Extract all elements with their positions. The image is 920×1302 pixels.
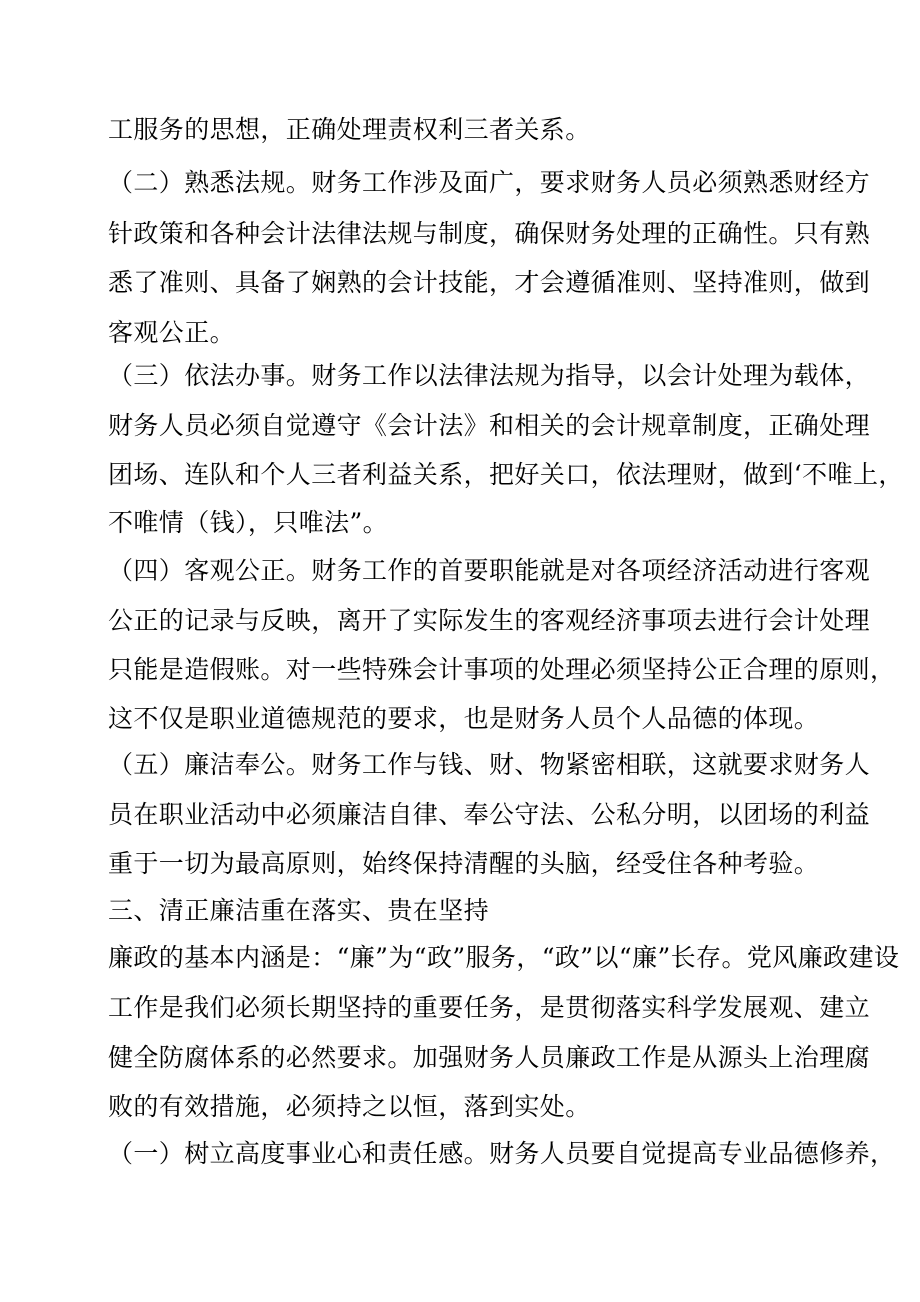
text-line: 廉政的基本内涵是：“廉”为“政”服务，“政”以“廉”长存。党风廉政建设: [108, 943, 900, 972]
text-line: 针政策和各种会计法律法规与制度，确保财务处理的正确性。只有熟: [108, 219, 871, 248]
text-line: 客观公正。: [108, 318, 236, 347]
text-line: 公正的记录与反映，离开了实际发生的客观经济事项去进行会计处理: [108, 606, 871, 635]
section-heading: 三、清正廉洁重在落实、贵在坚持: [108, 896, 490, 925]
text-line: （三）依法办事。财务工作以法律法规为指导，以会计处理为载体，: [108, 361, 871, 390]
text-line: 员在职业活动中必须廉洁自律、奉公守法、公私分明，以团场的利益: [108, 800, 871, 829]
text-line: （五）廉洁奉公。财务工作与钱、财、物紧密相联，这就要求财务人: [108, 750, 871, 779]
text-line: （二）熟悉法规。财务工作涉及面广，要求财务人员必须熟悉财经方: [108, 168, 871, 197]
text-line: （四）客观公正。财务工作的首要职能就是对各项经济活动进行客观: [108, 556, 871, 585]
text-line: 财务人员必须自觉遵守《会计法》和相关的会计规章制度，正确处理: [108, 411, 871, 440]
text-line: （一）树立高度事业心和责任感。财务人员要自觉提高专业品德修养，: [108, 1139, 896, 1168]
text-line: 团场、连队和个人三者利益关系，把好关口，依法理财，做到‘不唯上，: [108, 460, 904, 489]
text-line: 工作是我们必须长期坚持的重要任务，是贯彻落实科学发展观、建立: [108, 993, 871, 1022]
text-line: 只能是造假账。对一些特殊会计事项的处理必须坚持公正合理的原则，: [108, 655, 896, 684]
text-line: 不唯情（钱），只唯法”。: [108, 508, 389, 537]
text-line: 健全防腐体系的必然要求。加强财务人员廉政工作是从源头上治理腐: [108, 1043, 871, 1072]
text-line: 败的有效措施，必须持之以恒，落到实处。: [108, 1092, 591, 1121]
text-line: 工服务的思想，正确处理责权利三者关系。: [108, 115, 591, 144]
text-line: 这不仅是职业道德规范的要求，也是财务人员个人品德的体现。: [108, 704, 820, 733]
text-line: 悉了准则、具备了娴熟的会计技能，才会遵循准则、坚持准则，做到: [108, 268, 871, 297]
text-line: 重于一切为最高原则，始终保持清醒的头脑，经受住各种考验。: [108, 849, 820, 878]
